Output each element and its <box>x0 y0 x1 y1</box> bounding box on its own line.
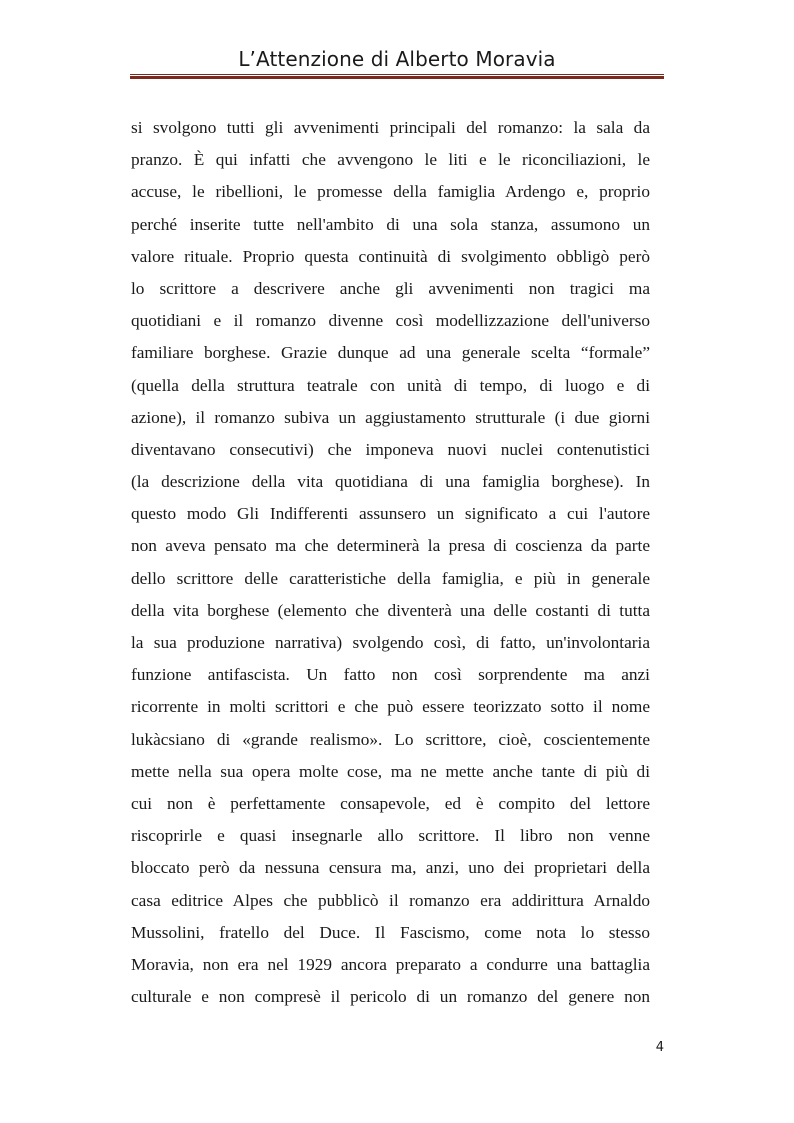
text-line: azione), il romanzo subiva un aggiustamento strutturale (i due giorni <box>131 407 650 427</box>
text-line: funzione antifascista. Un fatto non così sorprendente ma anzi <box>131 665 650 685</box>
text-line: culturale e non compresè il pericolo di un romanzo del genere non <box>131 987 650 1007</box>
text-line: la sua produzione narrativa) svolgendo così, di fatto, un'involontaria <box>131 633 650 652</box>
text-line: perché inserite tutte nell'ambito di una sola stanza, assumono un <box>131 214 650 234</box>
text-line: ricorrente in molti scrittori e che può essere teorizzato sotto il nome <box>131 697 650 717</box>
text-line: lo scrittore a descrivere anche gli avvenimenti non tragici ma <box>131 278 650 298</box>
text-line: mette nella sua opera molte cose, ma ne mette anche tante di più di <box>131 761 650 781</box>
text-line: dello scrittore delle caratteristiche della famiglia, e più in generale <box>131 568 650 588</box>
text-line: diventavano consecutivi) che imponeva nuovi nuclei contenutistici <box>131 439 650 459</box>
text-line: Mussolini, fratello del Duce. Il Fascismo, come nota lo stesso <box>131 922 650 942</box>
text-line: familiare borghese. Grazie dunque ad una generale scelta “formale” <box>131 343 650 363</box>
body-paragraph <box>131 112 650 1013</box>
text-line: (la descrizione della vita quotidiana di una famiglia borghese). In <box>131 472 650 492</box>
page-number: 4 <box>655 1040 664 1055</box>
text-line: non aveva pensato ma che determinerà la presa di coscienza da parte <box>131 536 650 556</box>
text-line: bloccato però da nessuna censura ma, anzi, uno dei proprietari della <box>131 858 650 878</box>
text-line: questo modo Gli Indifferenti assunsero un significato a cui l'autore <box>131 504 650 524</box>
text-line: cui non è perfettamente consapevole, ed è compito del lettore <box>131 793 650 813</box>
header-rule-thick <box>130 76 664 79</box>
header-rule <box>130 74 664 79</box>
text-line: (quella della struttura teatrale con unità di tempo, di luogo e di <box>131 375 650 395</box>
text-line: accuse, le ribellioni, le promesse della famiglia Ardengo e, proprio <box>131 182 650 202</box>
text-line: casa editrice Alpes che pubblicò il romanzo era addirittura Arnaldo <box>131 890 650 910</box>
text-line: Moravia, non era nel 1929 ancora preparato a condurre una battaglia <box>131 954 650 974</box>
text-line: riscoprirle e quasi insegnarle allo scrittore. Il libro non venne <box>131 826 650 846</box>
text-line: valore rituale. Proprio questa continuità di svolgimento obbligò però <box>131 246 650 266</box>
text-line: della vita borghese (elemento che diventerà una delle costanti di tutta <box>131 600 650 620</box>
text-line: si svolgono tutti gli avvenimenti principali del romanzo: la sala da <box>131 118 650 137</box>
text-line: lukàcsiano di «grande realismo». Lo scrittore, cioè, coscientemente <box>131 729 650 749</box>
text-line: pranzo. È qui infatti che avvengono le liti e le riconciliazioni, le <box>131 150 650 170</box>
running-header-title: L’Attenzione di Alberto Moravia <box>238 47 556 71</box>
text-line: quotidiani e il romanzo divenne così modellizzazione dell'universo <box>131 311 650 331</box>
